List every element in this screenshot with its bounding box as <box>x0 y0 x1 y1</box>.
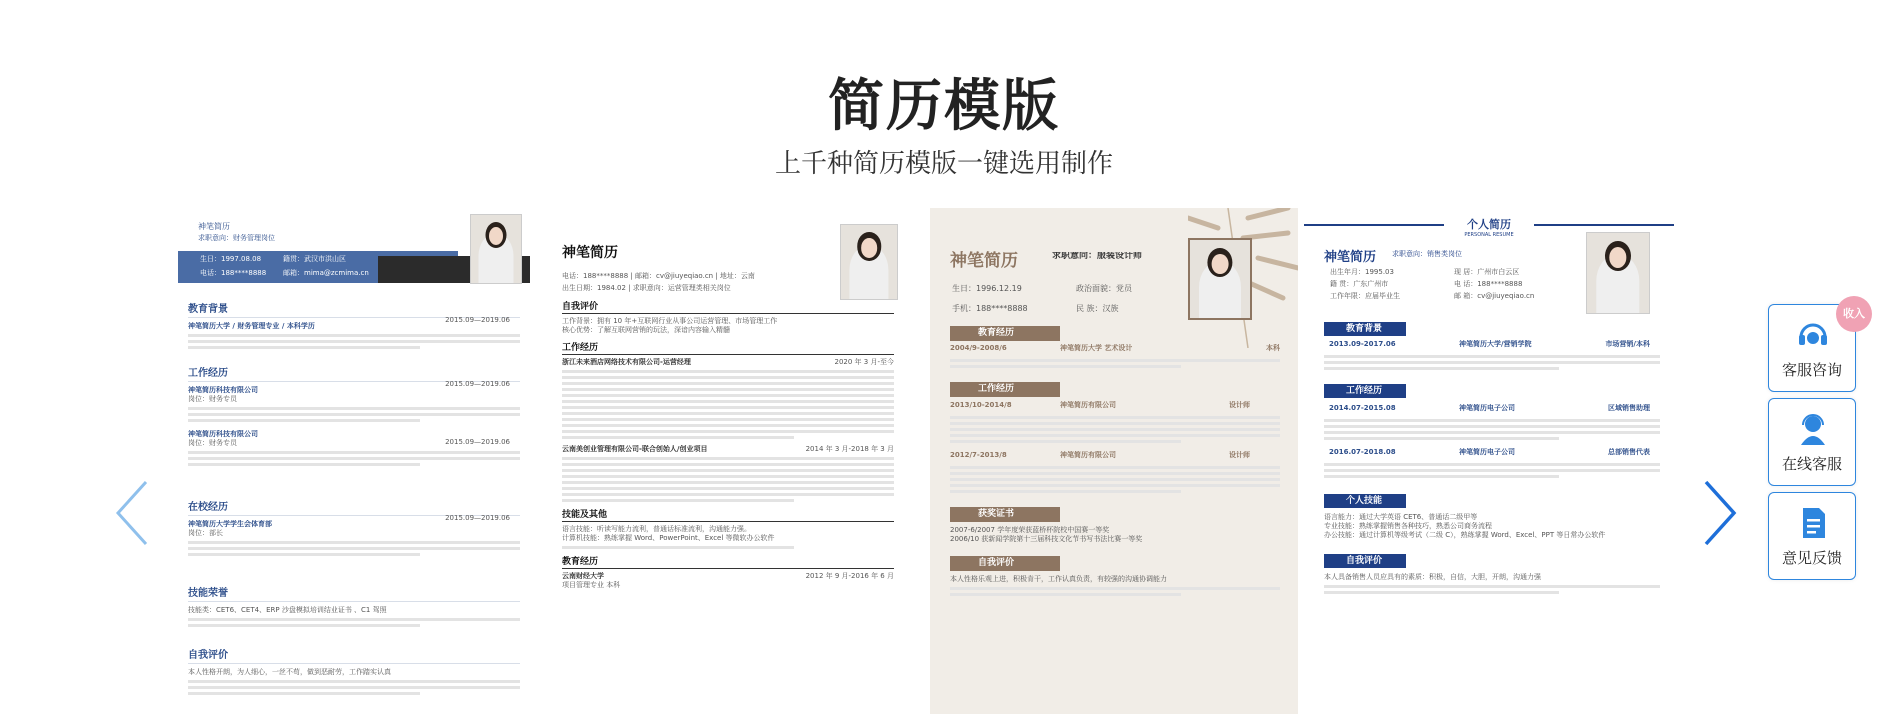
section-title: 个人技能 <box>1324 494 1406 508</box>
section-line: 计算机技能：熟练掌握 Word、PowerPoint、Excel 等微软办公软件 <box>562 534 775 542</box>
section-line: 神笔简历有限公司 <box>1060 401 1116 409</box>
info-item: 邮 箱：cv@jiuyeqiao.cn <box>1454 292 1535 300</box>
chevron-right-icon <box>1700 478 1740 548</box>
resume-email: 邮箱：mima@zcmima.cn <box>283 269 369 277</box>
resume-birth: 生日：1996.12.19 <box>952 284 1022 293</box>
section-title: 技能荣誉 <box>188 584 520 602</box>
resume-section <box>188 498 520 559</box>
section-line: 神笔简历有限公司 <box>1060 451 1116 459</box>
floating-badge[interactable]: 收入 <box>1836 296 1872 332</box>
section-line: 神笔简历科技有限公司 <box>188 430 258 438</box>
resume-name: 神笔简历 <box>1324 250 1377 265</box>
section-date: 2012 年 9 月-2016 年 6 月 <box>805 572 894 580</box>
section-line: 神笔简历电子公司 <box>1459 404 1515 412</box>
page-title: 简历模版 <box>828 74 1060 139</box>
section-line: 本人性格开朗，为人细心，一丝不苟，做到恶耐劳，工作踏实认真 <box>188 668 391 676</box>
section-date: 2015.09—2019.06 <box>445 514 510 522</box>
section-date: 2015.09—2019.06 <box>445 438 510 446</box>
resume-photo <box>1586 232 1650 314</box>
resume-body <box>1324 322 1660 597</box>
section-title: 自我评价 <box>1324 554 1406 568</box>
resume-contact: 电话：188****8888 | 邮箱：cv@jiuyeqiao.cn | 地址：云南 <box>562 272 755 280</box>
carousel-next-button[interactable] <box>1700 478 1740 548</box>
resume-section <box>188 646 520 698</box>
section-title: 教育经历 <box>562 554 894 569</box>
section-line: 市场营销/本科 <box>1605 340 1650 348</box>
section-line: 本人性格乐观上进，积极肯干，工作认真负责，有较强的沟通协调能力 <box>950 575 1167 583</box>
page-subtitle: 上千种简历模版一键选用制作 <box>774 149 1113 179</box>
feedback-doc-icon <box>1795 505 1831 541</box>
resume-phone: 电话：188****8888 <box>200 269 267 277</box>
section-line: 云南美创业管理有限公司-联合创始人/创业项目 <box>562 445 708 453</box>
info-item: 现 居：广州市白云区 <box>1454 268 1520 276</box>
section-date: 2013.09-2017.06 <box>1329 340 1396 348</box>
resume-politics: 政治面貌：党员 <box>1076 284 1132 293</box>
resume-intent: 求职意向：销售类岗位 <box>1392 250 1462 258</box>
resume-banner: 个人简历 <box>1444 216 1534 232</box>
resume-template-card[interactable] <box>552 208 904 714</box>
resume-phone: 手机：188****8888 <box>952 304 1028 313</box>
resume-photo <box>1188 238 1252 320</box>
section-line: 本人具备销售人员应具有的素质：积极，自信，大胆，开朗，沟通力强 <box>1324 573 1541 581</box>
section-date: 2004/9-2008/6 <box>950 344 1007 352</box>
headset-icon <box>1795 317 1831 353</box>
resume-name: 神笔简历 <box>950 251 1018 271</box>
section-line: 岗位：部长 <box>188 529 223 537</box>
template-carousel <box>178 208 1674 714</box>
resume-photo <box>840 224 898 300</box>
resume-banner-sub: PERSONAL RESUME <box>1464 232 1514 238</box>
side-button-label: 在线客服 <box>1781 455 1842 473</box>
resume-intent: 求职意向：服装设计师 <box>1052 252 1143 261</box>
info-item: 电 话：188****8888 <box>1454 280 1523 288</box>
resume-header <box>178 208 530 288</box>
section-line: 语言能力：通过大学英语 CET6、普通话二级甲等 <box>1324 513 1478 521</box>
section-line: 专业技能：熟练掌握销售各种技巧，熟悉公司商务流程 <box>1324 522 1492 530</box>
resume-body <box>562 294 894 590</box>
section-line: 设计师 <box>1229 451 1250 459</box>
section-line: 核心优势：了解互联网营销的玩法，深谙内容输入精髓 <box>562 326 730 334</box>
resume-name: 神笔简历 <box>198 222 230 231</box>
section-line: 工作背景：拥有 10 年+互联网行业从事公司运营管理、市场管理工作 <box>562 317 778 325</box>
section-line: 2006/10 获新闻学院第十三届科技文化节书写书法比赛一等奖 <box>950 535 1143 543</box>
section-line: 云南财经大学 <box>562 572 604 580</box>
section-title: 工作经历 <box>950 382 1060 397</box>
section-title: 教育背景 <box>188 300 520 318</box>
resume-ethnicity: 民 族：汉族 <box>1076 304 1119 313</box>
resume-template-card[interactable] <box>930 208 1298 714</box>
resume-section <box>188 300 520 352</box>
section-date: 2020 年 3 月-至今 <box>834 358 894 366</box>
section-line: 办公技能：通过计算机等级考试（二级 C），熟练掌握 Word、Excel、PPT 等日常办公软件 <box>1324 531 1606 539</box>
resume-section <box>188 584 520 630</box>
carousel-prev-button[interactable] <box>112 478 152 548</box>
section-line: 技能类：CET6、CET4、ERP 沙盘模拟培训结业证书 、C1 驾照 <box>188 606 387 614</box>
section-line: 总部销售代表 <box>1608 448 1650 456</box>
section-title: 工作经历 <box>562 340 894 355</box>
resume-body <box>950 326 1280 599</box>
section-line: 2007-6/2007 学年度荣获蓝桥杯院校中国赛一等奖 <box>950 526 1110 534</box>
section-date: 2012/7-2013/8 <box>950 451 1007 459</box>
chevron-left-icon <box>112 478 152 548</box>
section-line: 语言技能：听读写能力流利，普通话标准流利，沟通能力强。 <box>562 525 751 533</box>
resume-template-card[interactable] <box>1304 208 1674 714</box>
resume-intent: 求职意向：财务管理岗位 <box>198 234 275 242</box>
section-line: 神笔简历电子公司 <box>1459 448 1515 456</box>
section-date: 2013/10-2014/8 <box>950 401 1012 409</box>
resume-origin: 籍贯：武汉市洪山区 <box>283 255 346 263</box>
section-date: 2014 年 3 月-2018 年 3 月 <box>805 445 894 453</box>
section-line: 区域销售助理 <box>1608 404 1650 412</box>
side-button-label: 意见反馈 <box>1781 549 1842 567</box>
section-title: 自我评价 <box>562 299 894 314</box>
section-line: 项目管理专业 本科 <box>562 581 621 589</box>
resume-birth: 生日：1997.08.08 <box>200 255 262 263</box>
side-button-label: 客服咨询 <box>1781 361 1842 379</box>
section-title: 自我评价 <box>188 646 520 664</box>
section-line: 岗位：财务专员 <box>188 439 237 447</box>
section-date: 2015.09—2019.06 <box>445 316 510 324</box>
resume-template-card[interactable] <box>178 208 530 714</box>
section-line: 本科 <box>1266 344 1280 352</box>
section-date: 2016.07-2018.08 <box>1329 448 1396 456</box>
section-line: 岗位：财务专员 <box>188 395 237 403</box>
resume-name: 神笔简历 <box>562 245 618 261</box>
section-line: 神笔简历大学学生会体育部 <box>188 520 272 528</box>
section-title: 在校经历 <box>188 498 520 516</box>
section-title: 工作经历 <box>188 364 520 382</box>
section-line: 神笔简历大学 / 财务管理专业 / 本科学历 <box>188 322 315 330</box>
section-date: 2015.09—2019.06 <box>445 380 510 388</box>
section-title: 工作经历 <box>1324 384 1406 398</box>
resume-photo <box>470 214 522 284</box>
feedback-button[interactable] <box>1768 492 1856 580</box>
info-item: 出生年月：1995.03 <box>1330 268 1394 276</box>
section-line: 神笔简历大学 艺术设计 <box>1060 344 1133 352</box>
section-title: 教育经历 <box>950 326 1060 341</box>
section-title: 教育背景 <box>1324 322 1406 336</box>
resume-birth-line: 出生日期：1984.02 | 求职意向：运营管理类相关岗位 <box>562 284 731 292</box>
online-service-button[interactable] <box>1768 398 1856 486</box>
section-line: 浙江未来酒店网络技术有限公司-运营经理 <box>562 358 691 366</box>
chat-agent-icon <box>1795 411 1831 447</box>
section-date: 2014.07-2015.08 <box>1329 404 1396 412</box>
info-item: 工作年限：应届毕业生 <box>1330 292 1400 300</box>
info-item: 籍 贯：广东广州市 <box>1330 280 1389 288</box>
section-title: 自我评价 <box>950 556 1060 571</box>
section-line: 神笔简历大学/营销学院 <box>1459 340 1532 348</box>
section-line: 神笔简历科技有限公司 <box>188 386 258 394</box>
section-title: 获奖证书 <box>950 507 1060 522</box>
section-title: 技能及其他 <box>562 507 894 522</box>
resume-section <box>188 364 520 469</box>
section-line: 设计师 <box>1229 401 1250 409</box>
